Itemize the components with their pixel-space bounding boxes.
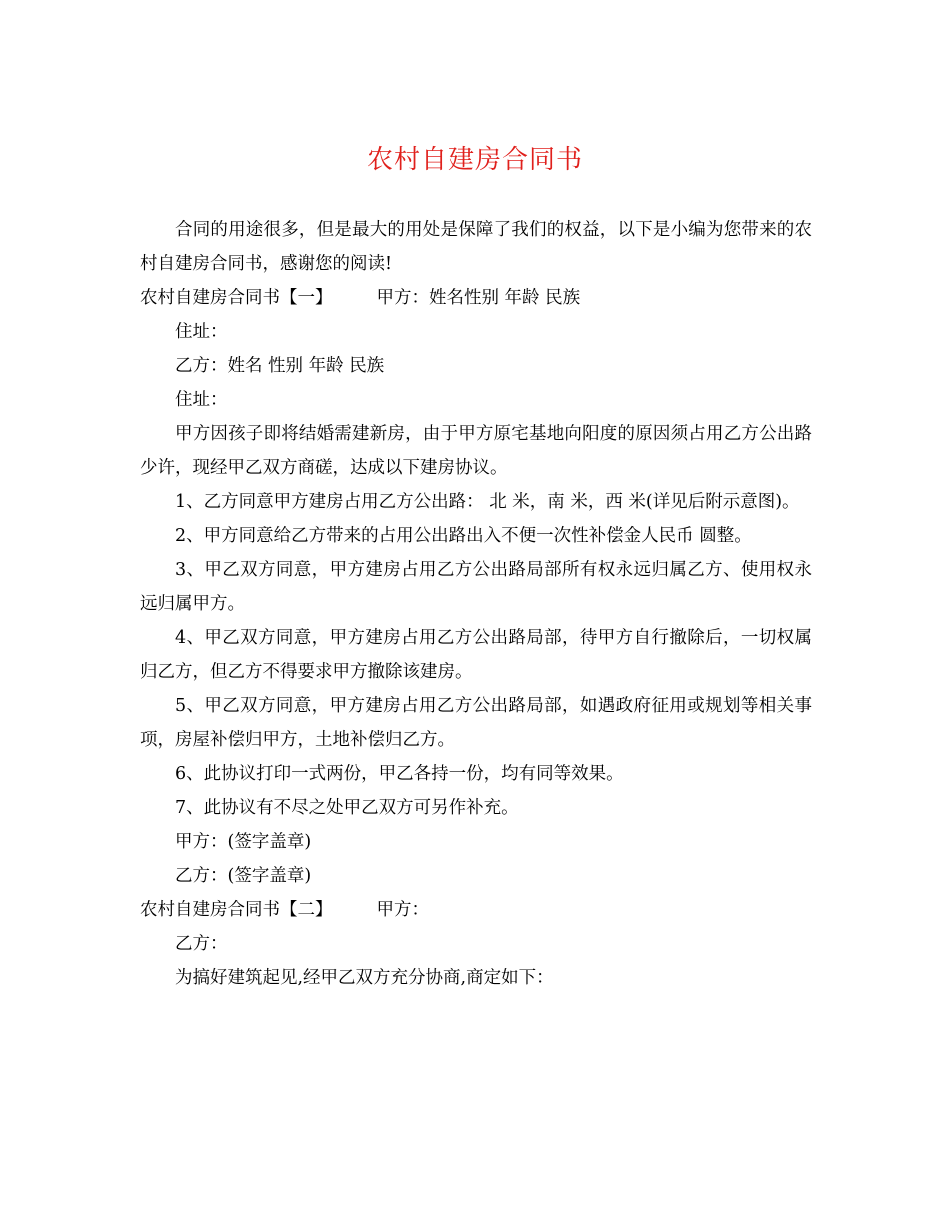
clause-3: 3、甲乙双方同意，甲方建房占用乙方公出路局部所有权永远归属乙方、使用权永远归属甲方。 [140,560,812,614]
section-1-heading: 农村自建房合同书【一】 [140,288,333,308]
section-1-heading-line [140,281,812,315]
clause-1: 1、乙方同意甲方建房占用乙方公出路： 北 米，南 米，西 米(详见后附示意图)。 [175,492,800,512]
section-1-party-b: 乙方：姓名 性别 年龄 民族 [175,356,385,376]
clause-2: 2、甲方同意给乙方带来的占用公出路出入不便一次性补偿金人民币 圆整。 [175,526,752,546]
clause-6: 6、此协议打印一式两份，甲乙各持一份，均有同等效果。 [175,764,624,784]
clause-7: 7、此协议有不尽之处甲乙双方可另作补充。 [175,798,519,818]
section-1-party-a: 甲方：姓名性别 年龄 民族 [376,288,581,308]
section-2-heading: 农村自建房合同书【二】 [140,900,333,920]
document-title: 农村自建房合同书 [366,145,583,175]
section-1-party-b-address: 住址： [175,390,228,410]
signature-party-a: 甲方：(签字盖章) [175,832,312,852]
section-2-heading-line [140,893,812,927]
section-2-party-b: 乙方： [175,934,228,954]
intro-paragraph: 合同的用途很多，但是最大的用处是保障了我们的权益，以下是小编为您带来的农村自建房合同书，感谢您的阅读! [140,220,812,274]
section-2-preamble: 为搞好建筑起见,经甲乙双方充分协商,商定如下： [175,968,554,988]
document-body [140,213,812,995]
clause-4: 4、甲乙双方同意，甲方建房占用乙方公出路局部，待甲方自行撤除后，一切权属归乙方，但乙方不得要求甲方撤除该建房。 [140,628,812,682]
section-2-party-a: 甲方： [376,900,429,920]
section-1-party-a-address: 住址： [175,322,228,342]
signature-party-b: 乙方：(签字盖章) [175,866,312,886]
section-1-preamble: 甲方因孩子即将结婚需建新房，由于甲方原宅基地向阳度的原因须占用乙方公出路少许，现经甲乙双方商磋，达成以下建房协议。 [140,424,812,478]
clause-5: 5、甲乙双方同意，甲方建房占用乙方公出路局部，如遇政府征用或规划等相关事项，房屋补偿归甲方，土地补偿归乙方。 [140,696,812,750]
